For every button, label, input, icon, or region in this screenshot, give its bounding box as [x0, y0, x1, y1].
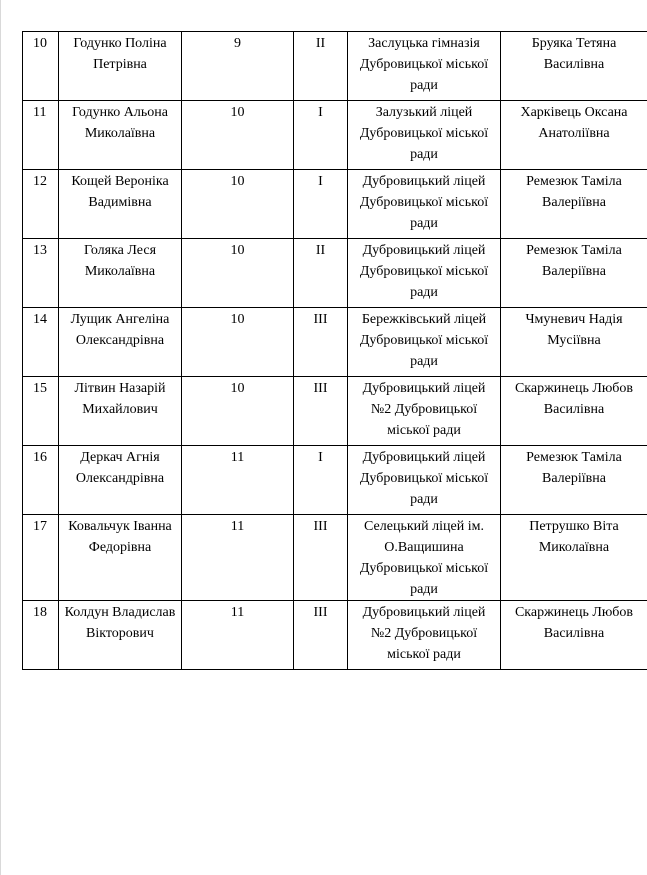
school: Заслуцька гімназія Дубровицької міської ради	[348, 32, 501, 101]
table-row	[23, 601, 647, 670]
table-row	[23, 446, 647, 515]
grade: 11	[182, 601, 294, 670]
grade: 9	[182, 32, 294, 101]
place: ІІІ	[294, 601, 348, 670]
teacher: Бруяка Тетяна Василівна	[501, 32, 647, 101]
page-left-edge	[0, 0, 1, 875]
row-number: 15	[23, 377, 59, 446]
table-row	[23, 308, 647, 377]
participant-name: Кощей Вероніка Вадимівна	[59, 170, 182, 239]
results-table	[22, 31, 647, 670]
teacher: Ремезюк Таміла Валеріївна	[501, 239, 647, 308]
place: ІІІ	[294, 515, 348, 601]
row-number: 13	[23, 239, 59, 308]
table-row	[23, 170, 647, 239]
grade: 10	[182, 377, 294, 446]
place: ІІІ	[294, 308, 348, 377]
row-number: 16	[23, 446, 59, 515]
school: Залузький ліцей Дубровицької міської ради	[348, 101, 501, 170]
school: Дубровицький ліцей Дубровицької міської ради	[348, 239, 501, 308]
results-table-body	[23, 32, 647, 670]
place: І	[294, 101, 348, 170]
teacher: Скаржинець Любов Василівна	[501, 377, 647, 446]
row-number: 10	[23, 32, 59, 101]
grade: 10	[182, 101, 294, 170]
participant-name: Годунко Альона Миколаївна	[59, 101, 182, 170]
grade: 11	[182, 515, 294, 601]
table-row	[23, 101, 647, 170]
grade: 11	[182, 446, 294, 515]
school: Селецький ліцей ім. О.Ващишина Дубровицької міської ради	[348, 515, 501, 601]
table-row	[23, 239, 647, 308]
row-number: 12	[23, 170, 59, 239]
participant-name: Годунко Поліна Петрівна	[59, 32, 182, 101]
teacher: Чмуневич Надія Мусіївна	[501, 308, 647, 377]
participant-name: Лущик Ангеліна Олександрівна	[59, 308, 182, 377]
table-row	[23, 32, 647, 101]
school: Дубровицький ліцей №2 Дубровицької міської ради	[348, 377, 501, 446]
place: І	[294, 170, 348, 239]
school: Дубровицький ліцей Дубровицької міської ради	[348, 170, 501, 239]
grade: 10	[182, 308, 294, 377]
participant-name: Колдун Владислав Вікторович	[59, 601, 182, 670]
place: ІІ	[294, 239, 348, 308]
participant-name: Деркач Агнія Олександрівна	[59, 446, 182, 515]
place: І	[294, 446, 348, 515]
teacher: Скаржинець Любов Василівна	[501, 601, 647, 670]
row-number: 17	[23, 515, 59, 601]
place: ІІ	[294, 32, 348, 101]
school: Дубровицький ліцей №2 Дубровицької міської ради	[348, 601, 501, 670]
participant-name: Літвин Назарій Михайлович	[59, 377, 182, 446]
table-row	[23, 377, 647, 446]
row-number: 14	[23, 308, 59, 377]
table-row	[23, 515, 647, 601]
grade: 10	[182, 239, 294, 308]
participant-name: Голяка Леся Миколаївна	[59, 239, 182, 308]
place: ІІІ	[294, 377, 348, 446]
grade: 10	[182, 170, 294, 239]
school: Дубровицький ліцей Дубровицької міської ради	[348, 446, 501, 515]
row-number: 18	[23, 601, 59, 670]
teacher: Ремезюк Таміла Валеріївна	[501, 170, 647, 239]
teacher: Ремезюк Таміла Валеріївна	[501, 446, 647, 515]
teacher: Харківець Оксана Анатоліївна	[501, 101, 647, 170]
school: Бережківський ліцей Дубровицької міської ради	[348, 308, 501, 377]
participant-name: Ковальчук Іванна Федорівна	[59, 515, 182, 601]
row-number: 11	[23, 101, 59, 170]
teacher: Петрушко Віта Миколаївна	[501, 515, 647, 601]
